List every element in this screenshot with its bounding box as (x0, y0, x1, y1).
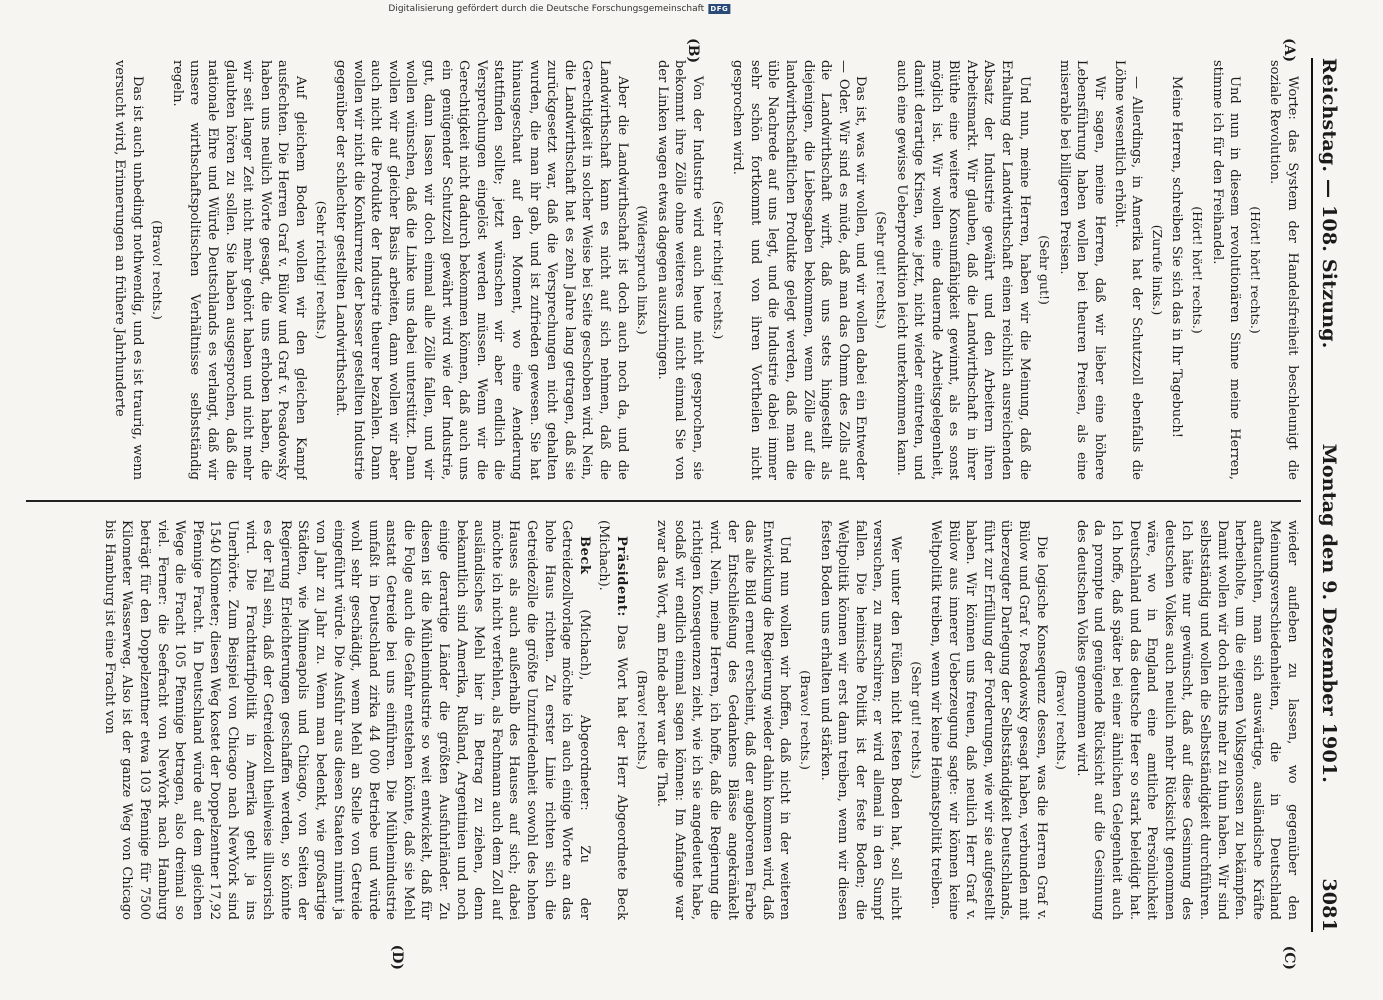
interjection: (Widerspruch links.) (635, 205, 651, 335)
paragraph: Und nun in diesem revolutionären Sinne meine Herren, stimme ich für den Freihandel. (1209, 60, 1243, 480)
interjection: (Bravo! rechts.) (150, 220, 166, 320)
interjection: (Bravo! rechts.) (634, 670, 650, 770)
paragraph: Und nun wollen wir hoffen, daß nicht in der weiteren Entwicklung die Regierung wieder dahin kommen wird, daß das alte Bild erneut erscheint, daß der angeborenen Farbe der Entschließung des Gedankens Blässe angekränkelt wird. Nein, meine Herren, ich hoffe, daß die Regierung die richtigen Konsequenzen zieht, wie ich sie angedeutet habe, sodaß wir endlich einmal sagen können: Im Anfange war zwar das Wort, am Ende aber war die That. (654, 520, 793, 920)
speaker-paragraph (100, 520, 593, 920)
interjection: (Bravo! rechts.) (797, 670, 813, 770)
page-header (1318, 58, 1373, 932)
margin-marker-b: (B) (685, 38, 701, 64)
credit-text: Digitalisierung gefördert durch die Deutsche Forschungsgemeinschaft (388, 4, 704, 14)
speaker-name: Beck (576, 536, 592, 575)
paragraph: Wir sagen, meine Herren, daß wir lieber eine höhere Lebensführung haben wollen bei theuren Preisen, als eine miserable bei billigeren Preisen. (1056, 60, 1108, 480)
paragraph: Wer unter den Füßen nicht festen Boden hat, soll nicht versuchen, zu marschiren; er wird allemal in den Sumpf fallen. Die heimische Politik ist der feste Boden; die Weltpolitik können wir erst dann treiben, wenn wir diesen festen Boden uns erhalten und stärken. (817, 520, 903, 920)
left-column (26, 60, 1301, 480)
interjection: (Hört! hört! rechts.) (1190, 206, 1206, 334)
paragraph: Auf gleichem Boden wollen wir den gleichen Kampf ausfechten. Die Herren Graf v. Bülow und Graf v. Posadowsky haben uns neulich Worte gesagt, die uns erhoben haben, die wir seit langer Zeit nicht mehr gehört haben und nicht mehr glaubten hören zu sollen. Sie haben ausgesprochen, daß die nationale Ehre und Würde Deutschlands es verlangt, daß wir unsere wirthschaftspolitischen Verhältnisse selbstständig regeln. (169, 60, 308, 480)
interjection: (Sehr richtig! rechts.) (313, 200, 329, 340)
interjection: (Sehr richtig! rechts.) (710, 200, 726, 340)
speech-text: Das Wort hat der Herr Abgeordnete Beck (Michach). (596, 520, 630, 920)
margin-marker-d: (D) (389, 944, 405, 970)
paragraph: — Allerdings, in Amerika hat der Schutzzoll ebenfalls die Löhne wesentlich erhöht. (1111, 60, 1145, 480)
interjection: (Hört! hört! rechts.) (1247, 206, 1263, 334)
margin-marker-c: (C) (1281, 945, 1297, 970)
header-rule (1311, 58, 1313, 932)
paragraph: Und nun, meine Herren, haben wir die Meinung, daß die Erhaltung der Landwirthschaft einen reichlich ausreichenden Absatz der Industrie gewährt und den Arbeitern ihren Arbeitsmarkt. Wir glauben, daß die Landwirthschaft in ihrer Blüthe eine weitere Konsumfähigkeit gewinnt, als es sonst möglich ist. Wir wollen eine dauernde Arbeitsgelegenheit, damit derartige Krisen, wie jetzt, nicht wieder eintreten, und auch eine gewisse Ueberproduktion leicht unterkommen kann. (893, 60, 1032, 480)
paragraph: Das ist, was wir wollen, und wir wollen dabei ein Entweder — Oder. Wir sind es müde, daß man das Ohmm des Zolls auf die Landwirthschaft wirft, daß uns stets hingestellt als diejenigen, die Liebesgaben bekommen, wenn Zölle auf die landwirthschaftlichen Produkte gelegt werden, daß man die üble Nachrede auf uns legt, und die Industrie dabei immer sehr schön fortkommt und von ihren Vortheilen nicht gesprochen wird. (730, 60, 869, 480)
header-date: Montag den 9. Dezember 1901. (1318, 443, 1340, 784)
paragraph: Von der Industrie wird auch heute nicht gesprochen, sie bekommt ihre Zölle ohne weiteres und nicht einmal Sie von der Linken wagen etwas dagegen auszubringen. (654, 60, 705, 480)
margin-marker-a: (A) (1281, 38, 1297, 63)
paragraph: wieder aufleben zu lassen, wo gegenüber den Meinungsverschiedenheiten, die in Deutschland auftauchten, man sich auswärtige, ausländische Kräfte herbeiholte, um die eigenen Volksgenossen zu bekämpfen. Damit wollen wir doch nichts mehr zu thun haben. Wir sind selbstständig und wollen die Selbstständigkeit durchführen. Ich hätte nur gewünscht, daß auf diese Gesinnung des deutschen Volkes auch neulich mehr Rücksicht genommen wäre, wo in England eine amtliche Persönlichkeit Deutschland und das deutsche Heer so stark beleidigt hat. Ich hoffe, daß später bei einer ähnlichen Gelegenheit auch da prompte und genügende Rücksicht auf die Gesinnung des deutschen Volkes genommen wird. (1073, 520, 1300, 920)
header-left: Reichstag. — 108. Sitzung. (1318, 58, 1340, 349)
interjection: (Zurufe links.) (1149, 224, 1165, 316)
dfg-logo: DFG (709, 5, 728, 13)
digitization-credit (388, 2, 788, 16)
right-column (26, 520, 1301, 920)
paragraph: Worte: das System der Handelsfreiheit beschleunigt die soziale Revolution. (1267, 60, 1300, 480)
paragraph: Das ist auch unbedingt nothwendig, und es ist traurig, wenn versucht wird, Erinnerungen an frühere Jahrhunderte (112, 60, 145, 480)
paragraph: Die logische Konsequenz dessen, was die Herren Graf v. Bülow und Graf v. Posadowsky gesagt haben, verbunden mit überzeugter Darlegung der Selbstständigkeit Deutschlands, führt zur Erfüllung der Forderungen, wie wir sie aufgestellt haben. Wir können uns freuen, daß neulich Herr Graf v. Bülow aus innerer Ueberzeugung sagte: wir können keine Weltpolitik treiben, wenn wir keine Heimatspolitik treiben. (928, 520, 1049, 920)
paragraph: Aber die Landwirthschaft ist doch auch noch da, und die Landwirthschaft kann es nicht auf sich nehmen, daß die Gerechtigkeit in solcher Weise bei Seite geschoben wird. Nein, die Landwirthschaft hat es zehn Jahre lang getragen, daß sie zurückgesetzt war, daß die Versprechungen nicht gehalten wurden, die man ihr gab, und ist zufrieden gewesen. Sie hat hinausgeschaut auf den Moment, wo eine Aenderung stattfinden sollte; jetzt wünschen wir aber endlich die Versprechungen eingelöst werden müssen. Wenn wir die Gerechtigkeit nicht dadurch bekommen können, daß auch uns ein genügender Schutzzoll gewährt wird wie der Industrie, gut, dann lassen wir doch einmal alle Zölle fallen, und wir wollen wünschen, daß die Linke uns dabei unterstützt. Dann wollen wir auf gleicher Basis arbeiten, dann wollen wir aber auch nicht die Produkte der Industrie theurer bezahlen. Dann wollen wir nicht die Konkurrenz der besser gestellten Industrie gegenüber der schlechter gestellten Landwirthschaft. (333, 60, 630, 480)
speech-text: (Michach), Abgeordneter: Zu der Getreidezollvorlage möchte ich auch einige Worte an das hohe Haus richten. Zu erster Linie richten sich die Getreidezölle die größte Unzufriedenheit sowohl des hohen Hauses als auch außerhalb des Hauses auf sich; dabei möchte ich nicht verfehlen, als Fachmann auch dem Zoll auf ausländisches Mehl hier in Betrag zu ziehen, denn bekanntlich sind Amerika, Rußland, Argentinien und noch einige derartige Länder die größten Ausfuhrländer. Zu diesen ist die Mühlenindustrie so weit entwickelt, daß für die Folge auch die Gefahr entstehen könnte, daß sie Mehl anstatt Getreide bei uns einführen. Die Mühlenindustrie umfaßt in Deutschland zirka 44 000 Betriebe und würde wohl sehr geschädigt, wenn Mehl an Stelle von Getreide eingeführt würde. Die Ausfuhr aus diesen Staaten nimmt ja von Jahr zu Jahr zu. Wenn man bedenkt, wie großartige Städten, wie Minneapolis und Chicago, von Seiten der Regierung Erleichterungen geschaffen werden, so könnte es der Fall sein, daß der Getreidezoll theilweise illusorisch wird. Die Frachttarifpolitik in Amerika geht ja ins Unerhörte. Zum Beispiel von Chicago nach NewYork sind 1540 Kilometer; diesen Weg kostet der Doppelzentner 17,92 Pfennige Fracht. In Deutschland würde auf dem gleichen Wege die Fracht 105 Pfennige betragen, also dreimal so viel. Ferner: die Seefracht von NewYork nach Hamburg beträgt für den Doppelzentner etwa 103 Pfennige für 7500 Kilometer Wasserweg. Also ist der ganze Weg von Chicago bis Hamburg ist eine Fracht von (101, 520, 592, 920)
speaker-name: Präsident: (614, 536, 630, 617)
column-divider (26, 500, 1301, 502)
page-number: 3081 (1318, 878, 1340, 932)
paragraph: Meine Herren, schreiben Sie sich das in Ihr Tagebuch! (1169, 76, 1185, 438)
interjection: (Bravo! rechts.) (1054, 670, 1070, 770)
speaker-paragraph (595, 520, 630, 920)
interjection: (Sehr gut!) (1037, 235, 1053, 305)
interjection: (Sehr gut! rechts.) (908, 661, 924, 779)
interjection: (Sehr gut! rechts.) (873, 211, 889, 329)
